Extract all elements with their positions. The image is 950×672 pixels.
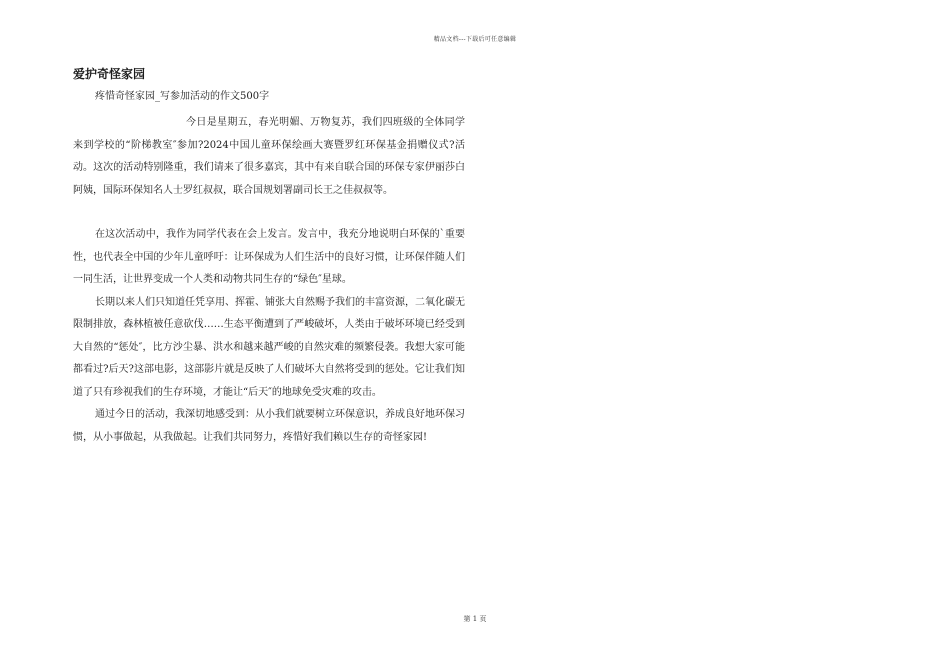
- paragraph-4: 通过今日的活动，我深切地感受到：从小我们就要树立环保意识，养成良好地环保习惯，从小事做起，从我做起。让我们共同努力，疼惜好我们赖以生存的奇怪家园!: [73, 409, 465, 443]
- page-header-note: 精品文档---下载后可任意编辑: [433, 36, 517, 43]
- document-title: 爱护奇怪家园: [73, 67, 146, 81]
- paragraph-1: 今日是星期五，春光明媚、万物复苏，我们四班级的全体同学来到学校的“阶梯教室″参加?2024中国儿童环保绘画大赛暨罗红环保基金捐赠仪式?活动。这次的活动特别隆重，我们请来了很多嘉宾，其中有来自联合国的环保专家伊丽莎白阿姨，国际环保知名人士罗红叔叔，联合国规划署副司长王之佳叔叔等。: [73, 117, 465, 196]
- document-body: [73, 66, 465, 449]
- page-number: 第 1 页: [463, 615, 487, 623]
- paragraph-3: 长期以来人们只知道任凭享用、挥霍、铺张大自然赐予我们的丰富资源，二氧化碳无限制排放，森林植被任意砍伐……生态平衡遭到了严峻破坏，人类由于破坏环境已经受到大自然的“惩处″，比方沙尘暴、洪水和越来越严峻的自然灾难的频繁侵袭。我想大家可能都看过?后天?这部电影，这部影片就是反映了人们破坏大自然将受到的惩处。它让我们知道了只有珍视我们的生存环境，才能让“后天″的地球免受灾难的攻击。: [73, 296, 465, 398]
- paragraph-2: 在这次活动中，我作为同学代表在会上发言。发言中，我充分地说明白环保的`重要性，也代表全中国的少年儿童呼吁：让环保成为人们生活中的良好习惯，让环保伴随人们一同生活，让世界变成一个人类和动物共同生存的“绿色″星球。: [73, 229, 465, 285]
- paragraph-gap: [73, 202, 465, 224]
- document-subtitle: 疼惜奇怪家园_写参加活动的作文500字: [95, 91, 270, 102]
